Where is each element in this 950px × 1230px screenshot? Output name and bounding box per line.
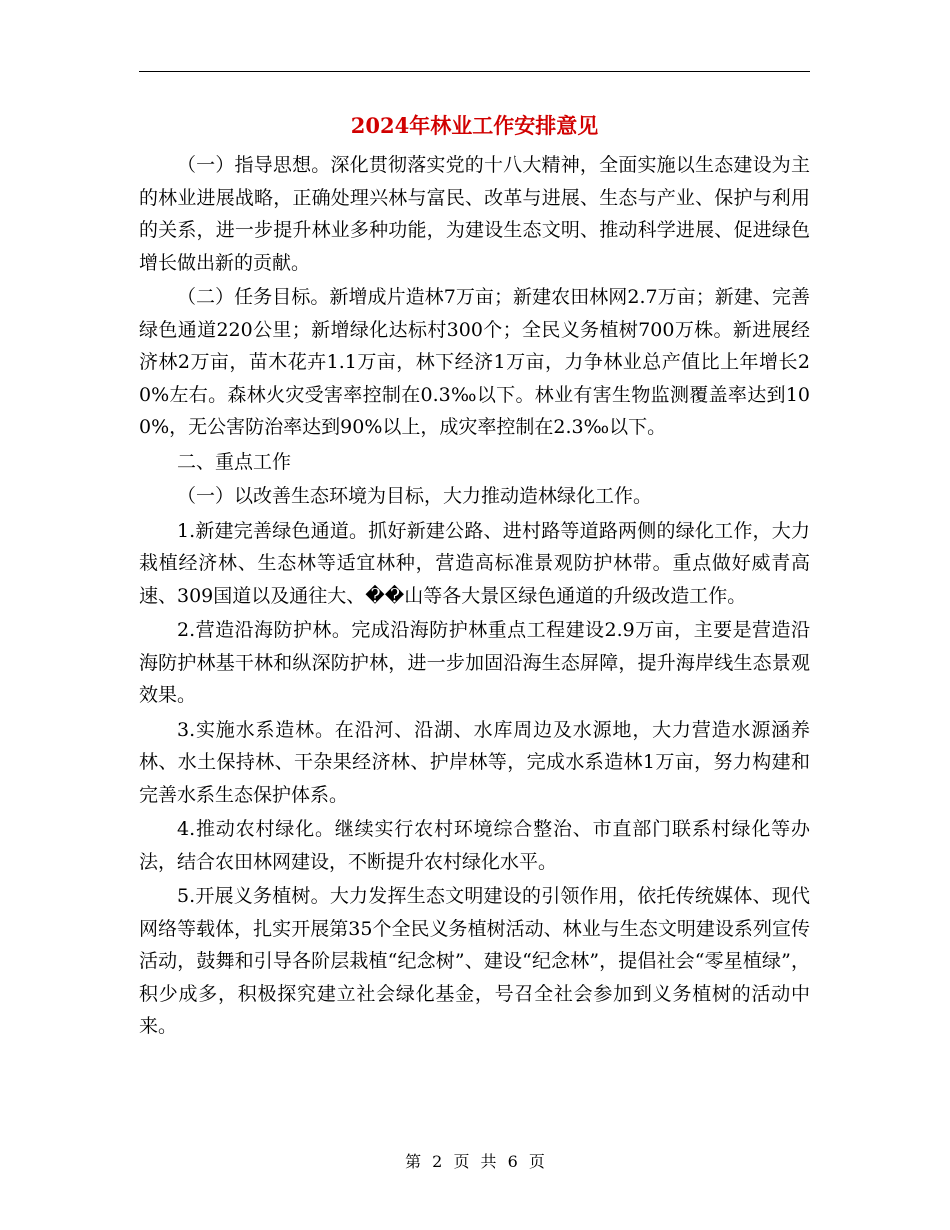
paragraph-guiding-ideology: （一）指导思想。深化贯彻落实党的十八大精神，全面实施以生态建设为主的林业进展战略，正确处理兴林与富民、改革与进展、生态与产业、保护与利用的关系，进一步提升林业多种功能，为建设生态文明、推动科学进展、促进绿色增长做出新的贡献。 bbox=[139, 154, 810, 274]
paragraph-task-targets: （二）任务目标。新增成片造林7万亩；新建农田林网2.7万亩；新建、完善绿色通道220公里；新增绿化达标村300个；全民义务植树700万株。新进展经济林2万亩，苗木花卉1.1万亩，林下经济1万亩，力争林业总产值比上年增长20%左右。森林火灾受害率控制在0.3‰以下。林业有害生物监测覆盖率达到100%，无公害防治率达到90%以上，成灾率控制在2.3‰以下。 bbox=[139, 286, 810, 438]
document-body bbox=[139, 149, 810, 1045]
section-heading-key-work: 二、重点工作 bbox=[177, 450, 292, 473]
paragraph-water-system-afforestation: 3.实施水系造林。在沿河、沿湖、水库周边及水源地，大力营造水源涵养林、水土保持林、干杂果经济林、护岸林等，完成水系造林1万亩，努力构建和完善水系生态保护体系。 bbox=[139, 718, 810, 806]
subsection-heading-afforestation: （一）以改善生态环境为目标，大力推动造林绿化工作。 bbox=[177, 485, 653, 507]
header-rule bbox=[139, 71, 810, 72]
paragraph-coastal-shelterbelt: 2.营造沿海防护林。完成沿海防护林重点工程建设2.9万亩，主要是营造沿海防护林基干林和纵深防护林，进一步加固沿海生态屏障，提升海岸线生态景观效果。 bbox=[139, 619, 810, 706]
document-title: 2024年林业工作安排意见 bbox=[350, 113, 599, 138]
paragraph-voluntary-tree-planting: 5.开展义务植树。大力发挥生态文明建设的引领作用，依托传统媒体、现代网络等载体，扎实开展第35个全民义务植树活动、林业与生态文明建设系列宣传活动，鼓舞和引导各阶层栽植“纪念树”、建设“纪念林”，提倡社会“零星植绿”，积少成多，积极探究建立社会绿化基金，号召全社会参加到义务植树的活动中来。 bbox=[139, 885, 810, 1037]
page-number-footer: 第 2 页 共 6 页 bbox=[405, 1152, 545, 1171]
paragraph-green-corridors: 1.新建完善绿色通道。抓好新建公路、进村路等道路两侧的绿化工作，大力栽植经济林、生态林等适宜林种，营造高标准景观防护林带。重点做好威青高速、309国道以及通往大、��山等各大景区绿色通道的升级改造工作。 bbox=[139, 519, 810, 607]
paragraph-rural-greening: 4.推动农村绿化。继续实行农村环境综合整治、市直部门联系村绿化等办法，结合农田林网建设，不断提升农村绿化水平。 bbox=[139, 818, 810, 873]
